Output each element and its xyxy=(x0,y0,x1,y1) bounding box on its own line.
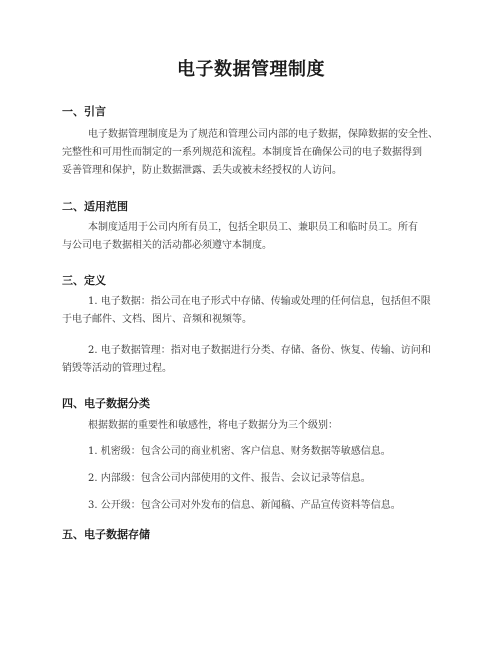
paragraph-line: 妥善管理和保护，防止数据泄露、丢失或被未经授权的人访问。 xyxy=(62,165,342,176)
classification-intro xyxy=(62,417,338,435)
definition-item-2 xyxy=(62,342,431,378)
definition-item-1 xyxy=(62,293,431,329)
section-heading-introduction: 一、引言 xyxy=(62,105,106,118)
paragraph-line: 销毁等活动的管理过程。 xyxy=(62,363,172,374)
paragraph-line: 于电子邮件、文档、图片、音频和视频等。 xyxy=(62,314,252,325)
paragraph-line: 1. 电子数据：指公司在电子形式中存储、传输或处理的任何信息，包括但不限 xyxy=(88,296,431,307)
paragraph-line: 与公司电子数据相关的活动都必须遵守本制度。 xyxy=(62,240,272,251)
paragraph-line: 2. 内部级：包含公司内部使用的文件、报告、会议记录等信息。 xyxy=(88,473,371,484)
classification-item-3 xyxy=(62,497,401,515)
section-heading-storage: 五、电子数据存储 xyxy=(62,528,150,541)
paragraph-line: 电子数据管理制度是为了规范和管理公司内部的电子数据，保障数据的安全性、 xyxy=(88,129,438,140)
paragraph-line: 完整性和可用性而制定的一系列规范和流程。本制度旨在确保公司的电子数据得到 xyxy=(62,147,422,158)
document-title: 电子数据管理制度 xyxy=(177,59,325,80)
paragraph-line: 3. 公开级：包含公司对外发布的信息、新闻稿、产品宣传资料等信息。 xyxy=(88,500,401,511)
classification-item-1 xyxy=(62,443,391,461)
paragraph-line: 根据数据的重要性和敏感性，将电子数据分为三个级别： xyxy=(88,420,338,431)
section-heading-classification: 四、电子数据分类 xyxy=(62,397,150,410)
introduction-paragraph xyxy=(62,126,438,180)
section-heading-scope: 二、适用范围 xyxy=(62,200,128,213)
scope-paragraph xyxy=(62,219,418,255)
paragraph-line: 2. 电子数据管理：指对电子数据进行分类、存储、备份、恢复、传输、访问和 xyxy=(88,345,431,356)
paragraph-line: 本制度适用于公司内所有员工，包括全职员工、兼职员工和临时员工。所有 xyxy=(88,222,418,233)
classification-item-2 xyxy=(62,470,371,488)
section-heading-definitions: 三、定义 xyxy=(62,274,106,287)
paragraph-line: 1. 机密级：包含公司的商业机密、客户信息、财务数据等敏感信息。 xyxy=(88,446,391,457)
